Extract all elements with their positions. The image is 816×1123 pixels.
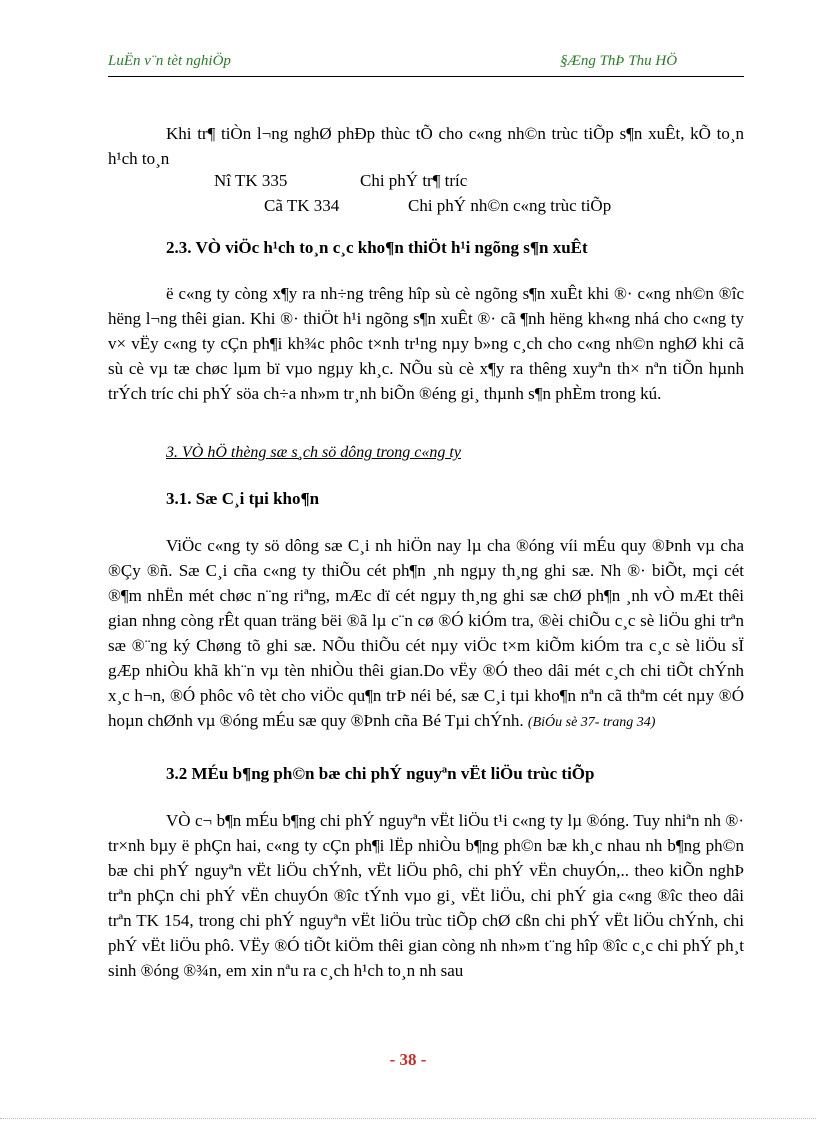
entry-debit-account: Nî TK 335 <box>214 171 288 190</box>
page-number: - 38 - <box>389 1050 427 1069</box>
paragraph-2: ë c«ng ty còng x¶y ra nh÷ng trêng hîp sù cè ngõng s¶n xuÊt khi ®· c«ng nh©n ®îc hëng l¬ng thêi gian. Khi ®· thiÖt h¹i ngõng s¶n xuÊt ®· cã ¶nh hëng kh«ng nhá cho c«ng ty v× vËy c«ng ty cÇn ph¶i kh¾c phôc t×nh tr¹ng nµy b»ng c¸ch cho c«ng nh©n nghØ khi cã sù cè vµ tæ chøc lµm bï vµo ngµy kh¸c. NÕu sù cè x¶y ra thêng xuyªn th× nªn tiÕn hµnh trÝch tríc chi phÝ söa ch÷a nh»m tr¸nh biÕn ®éng gi¸ thµnh s¶n phÈm trong kú. <box>108 284 744 403</box>
figure-citation: (BiÓu sè 37- trang 34) <box>527 715 656 730</box>
footer-rule <box>0 1118 816 1119</box>
paragraph-4: VÒ c¬ b¶n mÉu b¶ng chi phÝ nguyªn vËt liÖu t¹i c«ng ty lµ ®óng. Tuy nhiªn nh ®· tr×nh bµy ë phÇn hai, c«ng ty cÇn ph¶i lËp nhiÒu b¶ng ph©n bæ kh¸c nhau nh b¶ng ph©n bæ chi phÝ nguyªn vËt liÖu chÝnh, vËt liÖu phô, chi phÝ vËn chuyÓn,.. theo kiÕn nghÞ trªn phÇn chi phÝ vËn chuyÓn ®îc tÝnh vµo gi¸ vËt liÖu, chi phÝ gia c«ng ®îc theo dâi trªn TK 154, trong chi phÝ nguyªn vËt liÖu trùc tiÕp chØ cßn chi phÝ vËt liÖu chÝnh, chi phÝ vËt liÖu phô. VËy ®Ó tiÕt kiÖm thêi gian còng nh nh»m t¨ng hîp ®îc c¸c chi phÝ ph¸t sinh ®óng ®¾n, em xin nªu ra c¸ch h¹ch to¸n nh sau <box>108 811 744 980</box>
paragraph-3-text: ViÖc c«ng ty sö dông sæ C¸i nh hiÖn nay lµ cha ®óng víi mÉu quy ®Þnh vµ cha ®Çy ®ñ. Sæ C¸i cña c«ng ty thiÕu cét ph¶n ¸nh ngµy th¸ng ghi sæ. Nh ®· biÕt, mçi cét ®¶m nhËn mét chøc n¨ng riªng, mÆc dï cét ngµy th¸ng ghi sæ chØ ph¶n ¸nh vÒ mÆt thêi gian nhng còng rÊt quan träng bëi ®ã lµ c¨n cø ®Ó kiÓm tra, ®èi chiÕu c¸c sè liÖu ghi trªn sæ ®¨ng ký Chøng tõ ghi sæ. NÕu thiÕu cét nµy viÖc t×m kiÕm kiÓm tra c¸c sè liÖu sÏ gÆp nhiÒu khã kh¨n vµ tèn nhiÒu thêi gian.Do vËy ®Ó theo dâi mét c¸ch chi tiÕt chÝnh x¸c h¬n, ®Ó phôc vô tèt cho viÖc qu¶n trÞ néi bé, sæ C¸i tµi kho¶n nªn cã thªm cét nµy ®Ó hoµn chØnh vµ ®óng mÉu sæ quy ®Þnh cña Bé Tµi chÝnh. <box>108 536 744 730</box>
section-heading-2-3: 2.3. VÒ viÖc h¹ch to¸n c¸c kho¶n thiÖt h¹i ngõng s¶n xuÊt <box>166 238 588 257</box>
entry-debit-text: Chi phÝ tr¶ tríc <box>360 171 468 190</box>
section-heading-3-1: 3.1. Sæ C¸i tµi kho¶n <box>166 489 320 508</box>
paragraph-3 <box>108 533 744 735</box>
header-left-text: LuËn v¨n tèt nghiÖp <box>108 53 231 69</box>
entry-credit-account: Cã TK 334 <box>264 196 340 215</box>
entry-credit-text: Chi phÝ nh©n c«ng trùc tiÕp <box>408 196 612 215</box>
paragraph-1: Khi tr¶ tiÒn l¬ng nghØ phÐp thùc tÕ cho c«ng nh©n trùc tiÕp s¶n xuÊt, kÕ to¸n h¹ch to¸n <box>108 124 744 168</box>
header-right-text: §Æng ThÞ Thu HÖ <box>560 53 678 69</box>
section-heading-3-2: 3.2 MÉu b¶ng ph©n bæ chi phÝ nguyªn vËt liÖu trùc tiÕp <box>166 764 595 783</box>
section-heading-3: 3. VÒ hÖ thèng sæ s¸ch sö dông trong c«ng ty <box>166 444 461 461</box>
header-rule <box>108 76 744 77</box>
